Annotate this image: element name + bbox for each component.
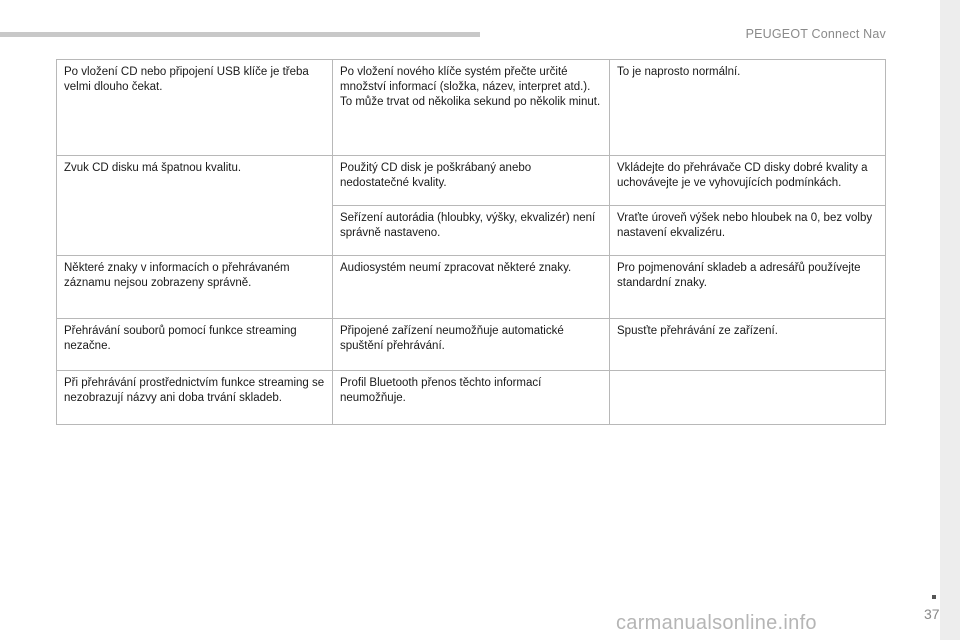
page-marker-dot — [932, 595, 936, 599]
side-strip — [940, 0, 960, 640]
solution-cell: Vkládejte do přehrávače CD disky dobré kvality a uchovávejte je ve vyhovujících podmínkách. — [610, 156, 886, 206]
solution-cell: Spusťte přehrávání ze zařízení. — [610, 319, 886, 371]
solution-cell: Vraťte úroveň výšek nebo hloubek na 0, bez volby nastavení ekvalizéru. — [610, 206, 886, 256]
cause-cell: Použitý CD disk je poškrábaný anebo nedostatečné kvality. — [333, 156, 610, 206]
problem-cell: Při přehrávání prostřednictvím funkce streaming se nezobrazují názvy ani doba trvání skladeb. — [57, 371, 333, 425]
page-number: 37 — [924, 606, 940, 622]
solution-cell: Pro pojmenování skladeb a adresářů používejte standardní znaky. — [610, 256, 886, 319]
table-row — [57, 60, 886, 156]
header-title: PEUGEOT Connect Nav — [745, 27, 886, 41]
problem-cell: Po vložení CD nebo připojení USB klíče je třeba velmi dlouho čekat. — [57, 60, 333, 156]
problem-cell: Přehrávání souborů pomocí funkce streaming nezačne. — [57, 319, 333, 371]
solution-cell — [610, 371, 886, 425]
cause-cell: Připojené zařízení neumožňuje automatické spuštění přehrávání. — [333, 319, 610, 371]
problem-cell: Některé znaky v informacích o přehrávaném záznamu nejsou zobrazeny správně. — [57, 256, 333, 319]
table-row — [57, 156, 886, 206]
cause-cell: Seřízení autorádia (hloubky, výšky, ekvalizér) není správně nastaveno. — [333, 206, 610, 256]
troubleshooting-table — [56, 59, 886, 425]
cause-cell: Audiosystém neumí zpracovat některé znaky. — [333, 256, 610, 319]
table-row — [57, 371, 886, 425]
solution-cell: To je naprosto normální. — [610, 60, 886, 156]
header-rule — [0, 32, 480, 37]
cause-cell: Po vložení nového klíče systém přečte určité množství informací (složka, název, interpret atd.). To může trvat od několika sekund po několik minut. — [333, 60, 610, 156]
cause-cell: Profil Bluetooth přenos těchto informací neumožňuje. — [333, 371, 610, 425]
problem-cell: Zvuk CD disku má špatnou kvalitu. — [57, 156, 333, 256]
table-row — [57, 319, 886, 371]
watermark: carmanualsonline.info — [616, 612, 817, 634]
table-row — [57, 256, 886, 319]
